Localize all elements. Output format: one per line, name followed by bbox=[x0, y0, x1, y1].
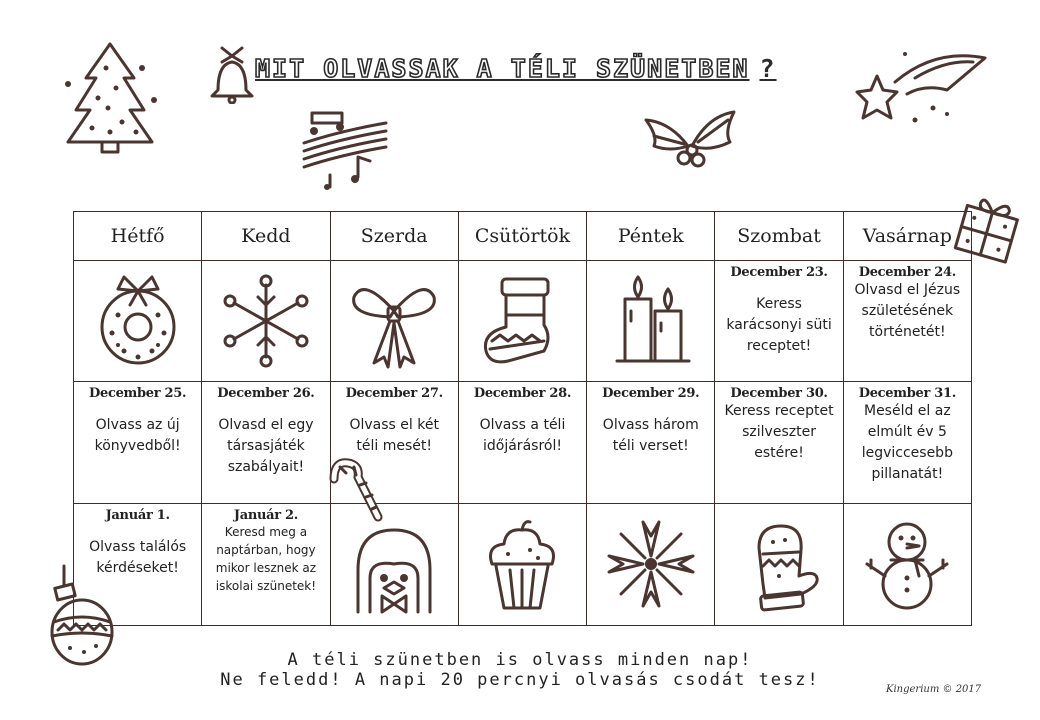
task-text: Olvass találós kérdéseket! bbox=[89, 539, 187, 576]
calendar-row bbox=[74, 504, 972, 626]
footer-line-1: A téli szünetben is olvass minden nap! bbox=[287, 650, 753, 670]
title-text: MIT OLVASSAK A TÉLI SZÜNETBEN bbox=[255, 53, 750, 83]
holly-icon bbox=[640, 106, 740, 172]
day-header: Kedd bbox=[202, 212, 330, 261]
date-label: December 24. bbox=[858, 265, 956, 280]
candy-cane-icon bbox=[318, 455, 388, 525]
task-text: Keress karácsonyi süti receptet! bbox=[726, 296, 832, 354]
date-label: December 26. bbox=[217, 386, 315, 401]
calendar-table bbox=[73, 211, 972, 626]
christmas-tree-icon bbox=[62, 38, 158, 156]
task-text: Olvass három téli verset! bbox=[602, 417, 699, 454]
shooting-star-icon bbox=[855, 38, 990, 136]
stocking-icon bbox=[472, 271, 572, 371]
day-header: Szerda bbox=[330, 212, 458, 261]
page-title bbox=[255, 44, 815, 92]
calendar-cell bbox=[330, 261, 458, 382]
candles-icon bbox=[601, 271, 701, 371]
date-label: December 31. bbox=[858, 386, 956, 401]
calendar-cell bbox=[843, 382, 971, 504]
date-label: Január 1. bbox=[105, 508, 170, 523]
calendar-cell bbox=[587, 261, 715, 382]
calendar-cell bbox=[202, 382, 330, 504]
calendar-cell bbox=[202, 504, 330, 626]
calendar-cell bbox=[715, 382, 843, 504]
bow-icon bbox=[344, 271, 444, 371]
calendar-cell bbox=[715, 261, 843, 382]
calendar-cell bbox=[458, 504, 586, 626]
task-text: Keress receptet szilveszter estére! bbox=[724, 403, 834, 461]
calendar-cell bbox=[587, 504, 715, 626]
copyright-text: Kingerium © 2017 bbox=[886, 684, 982, 695]
task-text: Olvass az új könyvedből! bbox=[94, 417, 181, 454]
date-label: December 25. bbox=[89, 386, 187, 401]
calendar-cell bbox=[458, 261, 586, 382]
date-label: Január 2. bbox=[233, 508, 298, 523]
penguin-icon bbox=[344, 520, 444, 616]
calendar-cell bbox=[715, 504, 843, 626]
date-label: December 30. bbox=[730, 386, 828, 401]
cupcake-icon bbox=[472, 514, 572, 614]
calendar-cell bbox=[458, 382, 586, 504]
calendar-cell bbox=[587, 382, 715, 504]
task-text: Meséld el az elmúlt év 5 legviccesebb pillanatát! bbox=[861, 403, 953, 482]
calendar-cell bbox=[843, 261, 971, 382]
poinsettia-icon bbox=[601, 514, 701, 614]
date-label: December 28. bbox=[473, 386, 572, 401]
mitten-icon bbox=[729, 514, 829, 614]
calendar-cell bbox=[74, 382, 202, 504]
day-header: Hétfő bbox=[74, 212, 202, 261]
calendar-row bbox=[74, 382, 972, 504]
task-text: Keresd meg a naptárban, hogy mikor lesznek az iskolai szünetek! bbox=[215, 525, 317, 593]
calendar-header-row bbox=[74, 212, 972, 261]
day-header: Péntek bbox=[587, 212, 715, 261]
date-label: December 27. bbox=[345, 386, 443, 401]
snowflake-icon bbox=[216, 271, 316, 371]
snowman-icon bbox=[857, 514, 957, 614]
calendar-cell bbox=[74, 261, 202, 382]
music-notes-icon bbox=[300, 105, 390, 190]
task-text: Olvass el két téli mesét! bbox=[349, 417, 439, 454]
day-header: Szombat bbox=[715, 212, 843, 261]
date-label: December 29. bbox=[602, 386, 700, 401]
bell-icon bbox=[202, 40, 262, 104]
calendar-cell bbox=[202, 261, 330, 382]
day-header: Vasárnap bbox=[843, 212, 971, 261]
task-text: Olvasd el Jézus születésének történetét! bbox=[854, 282, 961, 340]
date-label: December 23. bbox=[730, 265, 828, 280]
footer-line-2: Ne feledd! A napi 20 percnyi olvasás csodát tesz! bbox=[220, 670, 820, 690]
wreath-icon bbox=[88, 271, 188, 371]
day-header: Csütörtök bbox=[458, 212, 586, 261]
task-text: Olvasd el egy társasjáték szabályait! bbox=[218, 417, 314, 475]
task-text: Olvass a téli időjárásról! bbox=[479, 417, 566, 454]
calendar-row bbox=[74, 261, 972, 382]
title-question-mark: ? bbox=[759, 53, 777, 83]
calendar-cell bbox=[843, 504, 971, 626]
